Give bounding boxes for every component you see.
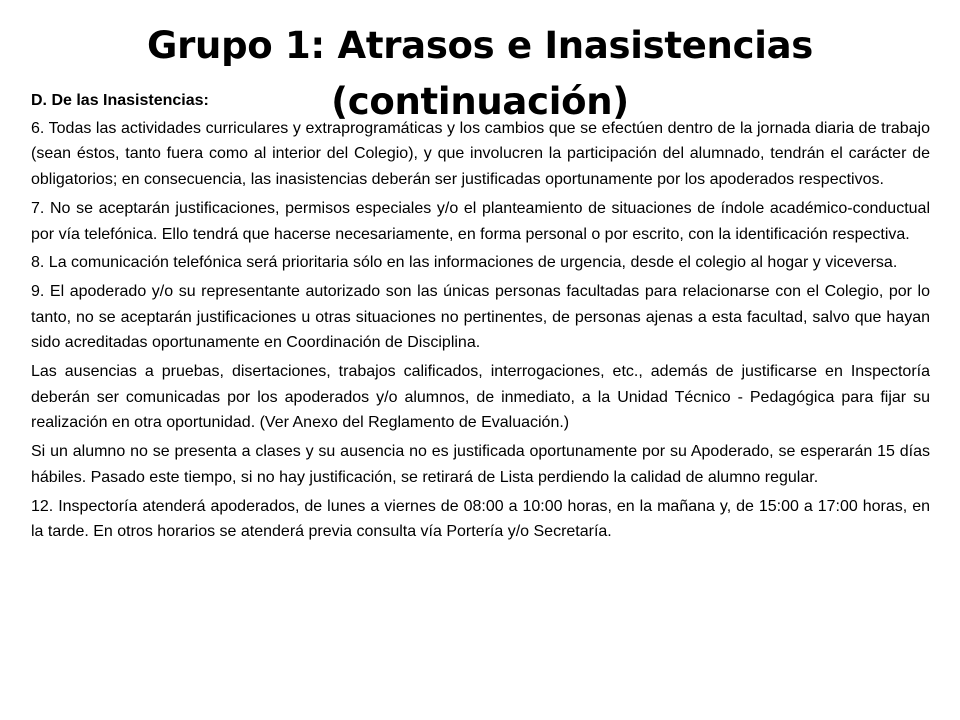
section-heading: D. De las Inasistencias:	[31, 92, 209, 109]
paragraph-9: 9. El apoderado y/o su representante autorizado son las únicas personas facultadas para relacionarse con el Colegio, por lo tanto, no se aceptarán justificaciones u otras situaciones no pertinentes, de personas ajenas a esta facultad, salvo que hayan sido acreditadas oportunamente en Coordinación de Disciplina.	[31, 282, 930, 352]
paragraph-8: 8. La comunicación telefónica será prioritaria sólo en las informaciones de urgencia, desde el colegio al hogar y viceversa.	[31, 254, 898, 272]
slide-body	[31, 88, 930, 548]
paragraph-6: 6. Todas las actividades curriculares y extraprogramáticas y los cambios que se efectúen dentro de la jornada diaria de trabajo (sean éstos, tanto fuera como al interior del Colegio), y que involucren la participación del alumnado, tendrán el carácter de obligatorios; en consecuencia, las inasistencias deberán ser justificadas oportunamente por los apoderados respectivos.	[31, 119, 930, 189]
paragraph-ausencias-pruebas: Las ausencias a pruebas, disertaciones, trabajos calificados, interrogaciones, etc., además de justificarse en Inspectoría deberán ser comunicadas por los apoderados y/o alumnos, de inmediato, a la Unidad Técnico - Pedagógica para fijar su realización en otra oportunidad. (Ver Anexo del Reglamento de Evaluación.)	[31, 363, 930, 432]
paragraph-12: 12. Inspectoría atenderá apoderados, de lunes a viernes de 08:00 a 10:00 horas, en la mañana y, de 15:00 a 17:00 horas, en la tarde. En otros horarios se atenderá previa consulta vía Portería y/o Secretaría.	[31, 497, 930, 541]
slide-title: Grupo 1: Atrasos e Inasistencias (continuación)	[147, 24, 813, 123]
paragraph-7: 7. No se aceptarán justificaciones, permisos especiales y/o el planteamiento de situaciones de índole académico-conductual por vía telefónica. Ello tendrá que hacerse necesariamente, en forma personal o por escrito, con la identificación respectiva.	[31, 199, 930, 243]
paragraph-alumno-ausente: Si un alumno no se presenta a clases y su ausencia no es justificada oportunamente por su Apoderado, se esperarán 15 días hábiles. Pasado este tiempo, si no hay justificación, se retirará de Lista perdiendo la calidad de alumno regular.	[31, 443, 930, 486]
